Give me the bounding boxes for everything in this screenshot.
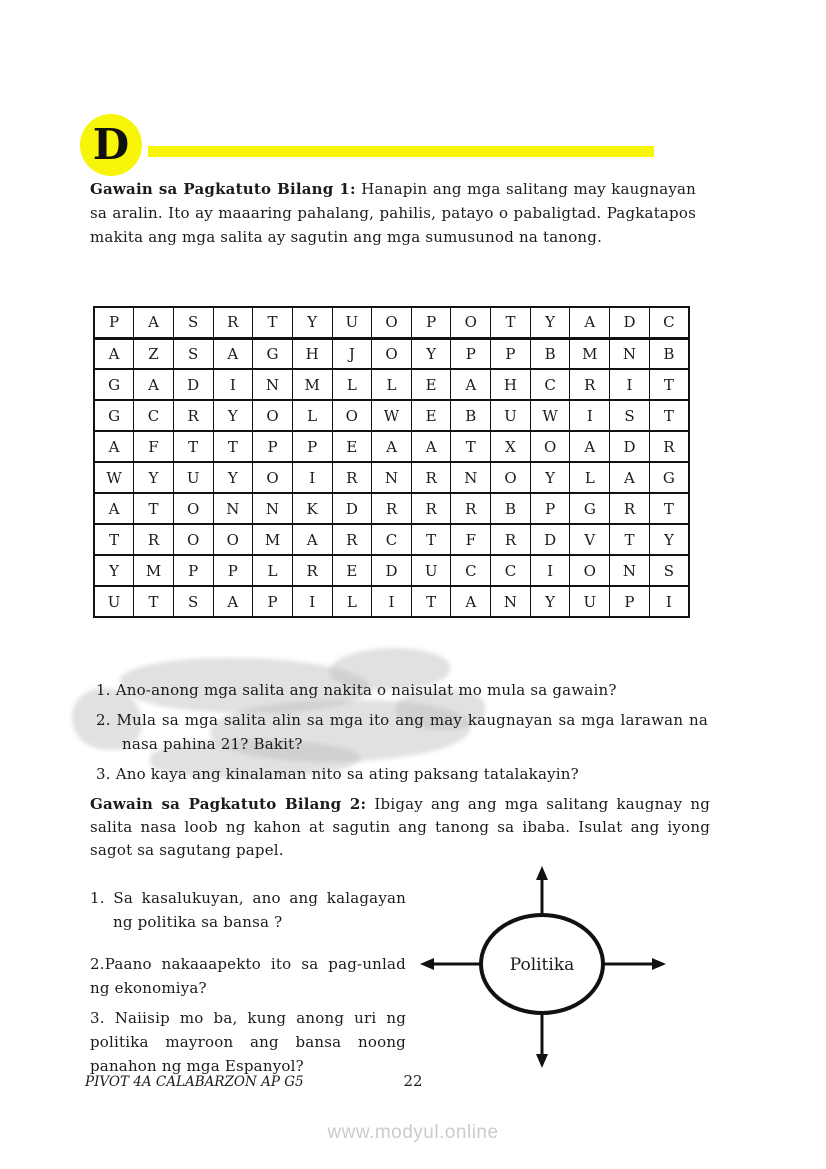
grid-cell: R: [173, 400, 213, 431]
grid-cell: O: [491, 462, 531, 493]
grid-cell: S: [173, 338, 213, 369]
grid-cell: Y: [213, 462, 253, 493]
grid-cell: G: [94, 400, 134, 431]
grid-row: [94, 431, 689, 462]
grid-cell: E: [332, 555, 372, 586]
grid-cell: D: [332, 493, 372, 524]
grid-cell: T: [134, 586, 174, 617]
grid-cell: O: [451, 307, 491, 338]
grid-cell: I: [292, 462, 332, 493]
grid-cell: A: [94, 338, 134, 369]
section-letter-badge: [80, 114, 142, 176]
grid-cell: O: [213, 524, 253, 555]
grid-cell: T: [649, 369, 689, 400]
question-text: Ano-anong mga salita ang nakita o naisulat mo mula sa gawain?: [115, 681, 617, 699]
grid-cell: R: [292, 555, 332, 586]
grid-cell: P: [94, 307, 134, 338]
question-item: [96, 762, 708, 786]
grid-cell: G: [649, 462, 689, 493]
grid-cell: O: [332, 400, 372, 431]
grid-cell: P: [173, 555, 213, 586]
grid-cell: P: [530, 493, 570, 524]
grid-cell: T: [173, 431, 213, 462]
grid-cell: L: [253, 555, 293, 586]
grid-cell: L: [372, 369, 412, 400]
grid-cell: D: [610, 431, 650, 462]
grid-cell: N: [372, 462, 412, 493]
arrow-left-icon: [420, 958, 481, 970]
grid-cell: I: [213, 369, 253, 400]
grid-cell: A: [134, 307, 174, 338]
grid-cell: Y: [530, 462, 570, 493]
grid-cell: E: [411, 369, 451, 400]
grid-cell: T: [134, 493, 174, 524]
grid-cell: O: [173, 493, 213, 524]
grid-cell: T: [94, 524, 134, 555]
grid-cell: H: [292, 338, 332, 369]
question-number: 1.: [90, 889, 105, 907]
grid-cell: P: [451, 338, 491, 369]
grid-row: [94, 524, 689, 555]
question-item: [96, 708, 708, 756]
grid-cell: B: [451, 400, 491, 431]
arrow-down-icon: [536, 1013, 548, 1068]
grid-cell: W: [530, 400, 570, 431]
grid-cell: U: [332, 307, 372, 338]
politika-diagram: [410, 862, 680, 1074]
grid-cell: A: [134, 369, 174, 400]
grid-cell: U: [173, 462, 213, 493]
grid-cell: L: [332, 369, 372, 400]
grid-cell: P: [491, 338, 531, 369]
grid-cell: P: [292, 431, 332, 462]
politika-label: Politika: [509, 955, 575, 975]
yellow-rule: [148, 146, 654, 157]
activity1-questions: [96, 678, 708, 792]
grid-cell: S: [610, 400, 650, 431]
grid-row: [94, 307, 689, 338]
grid-cell: R: [332, 524, 372, 555]
grid-cell: C: [451, 555, 491, 586]
grid-cell: T: [411, 586, 451, 617]
grid-cell: Y: [134, 462, 174, 493]
grid-cell: N: [451, 462, 491, 493]
grid-cell: R: [649, 431, 689, 462]
grid-cell: R: [570, 369, 610, 400]
grid-cell: A: [213, 338, 253, 369]
grid-row: [94, 462, 689, 493]
grid-cell: C: [372, 524, 412, 555]
grid-cell: I: [649, 586, 689, 617]
grid-cell: D: [530, 524, 570, 555]
activity1-title: Gawain sa Pagkatuto Bilang 1:: [90, 180, 356, 198]
grid-cell: A: [451, 586, 491, 617]
grid-cell: Y: [292, 307, 332, 338]
word-search-grid: [93, 306, 690, 618]
grid-cell: D: [173, 369, 213, 400]
grid-cell: G: [570, 493, 610, 524]
grid-cell: P: [610, 586, 650, 617]
grid-cell: T: [411, 524, 451, 555]
grid-cell: B: [491, 493, 531, 524]
word-search-grid-body: [94, 307, 689, 617]
grid-cell: A: [372, 431, 412, 462]
grid-cell: M: [570, 338, 610, 369]
grid-cell: N: [213, 493, 253, 524]
question-item: [96, 678, 708, 702]
grid-cell: K: [292, 493, 332, 524]
grid-cell: N: [491, 586, 531, 617]
grid-cell: M: [292, 369, 332, 400]
grid-cell: A: [213, 586, 253, 617]
grid-cell: O: [570, 555, 610, 586]
grid-cell: B: [649, 338, 689, 369]
grid-cell: Y: [530, 307, 570, 338]
grid-cell: C: [649, 307, 689, 338]
question-item: [90, 886, 406, 934]
grid-cell: Y: [411, 338, 451, 369]
grid-row: [94, 369, 689, 400]
grid-cell: Y: [213, 400, 253, 431]
grid-cell: I: [530, 555, 570, 586]
grid-cell: Y: [94, 555, 134, 586]
grid-cell: J: [332, 338, 372, 369]
question-text: Naiisip mo ba, kung anong uri ng politika mayroon ang bansa noong panahon ng mga Espanyol?: [90, 1009, 407, 1075]
grid-cell: T: [451, 431, 491, 462]
grid-cell: A: [570, 431, 610, 462]
grid-cell: T: [649, 400, 689, 431]
question-number: 3.: [90, 1009, 105, 1027]
grid-cell: O: [530, 431, 570, 462]
question-text: Mula sa mga salita alin sa mga ito ang may kaugnayan sa mga larawan na nasa pahina 21? Bakit?: [116, 711, 708, 753]
grid-cell: R: [134, 524, 174, 555]
grid-cell: I: [292, 586, 332, 617]
grid-row: [94, 555, 689, 586]
site-watermark: www.modyul.online: [327, 1122, 499, 1143]
grid-cell: R: [332, 462, 372, 493]
grid-cell: P: [253, 431, 293, 462]
grid-cell: N: [253, 369, 293, 400]
grid-cell: O: [372, 307, 412, 338]
grid-cell: P: [253, 586, 293, 617]
question-number: 2.: [90, 955, 105, 973]
grid-row: [94, 400, 689, 431]
grid-cell: L: [570, 462, 610, 493]
grid-cell: P: [411, 307, 451, 338]
grid-cell: R: [372, 493, 412, 524]
question-text: Ano kaya ang kinalaman nito sa ating paksang tatalakayin?: [115, 765, 579, 783]
grid-cell: A: [610, 462, 650, 493]
grid-cell: U: [491, 400, 531, 431]
question-number: 1.: [96, 681, 111, 699]
activity2-title: Gawain sa Pagkatuto Bilang 2:: [90, 795, 367, 813]
section-letter: D: [92, 119, 130, 169]
grid-cell: Y: [649, 524, 689, 555]
footer-document-code: PIVOT 4A CALABARZON AP G5: [85, 1074, 304, 1090]
grid-cell: E: [332, 431, 372, 462]
grid-cell: W: [372, 400, 412, 431]
activity2-questions: [90, 886, 406, 1096]
question-text: Paano nakaaapekto ito sa pag-unlad ng ekonomiya?: [90, 955, 406, 997]
grid-row: [94, 493, 689, 524]
grid-cell: A: [292, 524, 332, 555]
question-item: [90, 1006, 406, 1078]
grid-cell: R: [610, 493, 650, 524]
grid-cell: M: [253, 524, 293, 555]
grid-cell: C: [134, 400, 174, 431]
grid-cell: F: [134, 431, 174, 462]
grid-cell: I: [372, 586, 412, 617]
grid-cell: I: [610, 369, 650, 400]
grid-cell: G: [253, 338, 293, 369]
grid-cell: I: [570, 400, 610, 431]
grid-cell: S: [173, 586, 213, 617]
grid-cell: R: [411, 493, 451, 524]
grid-cell: X: [491, 431, 531, 462]
grid-cell: H: [491, 369, 531, 400]
grid-cell: O: [253, 400, 293, 431]
grid-cell: T: [213, 431, 253, 462]
grid-cell: T: [610, 524, 650, 555]
grid-cell: V: [570, 524, 610, 555]
grid-cell: M: [134, 555, 174, 586]
grid-cell: E: [411, 400, 451, 431]
question-text: Sa kasalukuyan, ano ang kalagayan ng politika sa bansa ?: [113, 889, 407, 931]
grid-row: [94, 338, 689, 369]
grid-cell: R: [213, 307, 253, 338]
grid-cell: T: [491, 307, 531, 338]
arrow-up-icon: [536, 866, 548, 915]
grid-cell: O: [372, 338, 412, 369]
activity2-instructions: Ibigay ang ang mga salitang kaugnay ng salita nasa loob ng kahon at sagutin ang tanong sa ibaba. Isulat ang iyong sagot sa sagutang papel.: [90, 795, 711, 859]
grid-cell: Y: [530, 586, 570, 617]
grid-cell: B: [530, 338, 570, 369]
question-item: [90, 952, 406, 1000]
grid-cell: R: [451, 493, 491, 524]
grid-cell: N: [610, 338, 650, 369]
grid-cell: O: [173, 524, 213, 555]
grid-cell: C: [530, 369, 570, 400]
question-number: 2.: [96, 711, 111, 729]
grid-cell: U: [570, 586, 610, 617]
grid-cell: N: [253, 493, 293, 524]
grid-cell: D: [610, 307, 650, 338]
activity2-paragraph: [90, 793, 710, 862]
grid-cell: P: [213, 555, 253, 586]
grid-cell: L: [332, 586, 372, 617]
grid-cell: T: [253, 307, 293, 338]
grid-cell: C: [491, 555, 531, 586]
grid-row: [94, 586, 689, 617]
grid-cell: S: [649, 555, 689, 586]
activity1-paragraph: [90, 177, 696, 249]
grid-cell: Z: [134, 338, 174, 369]
grid-cell: S: [173, 307, 213, 338]
grid-cell: L: [292, 400, 332, 431]
grid-cell: A: [411, 431, 451, 462]
grid-cell: U: [94, 586, 134, 617]
page-number: 22: [403, 1072, 423, 1090]
grid-cell: D: [372, 555, 412, 586]
grid-cell: N: [610, 555, 650, 586]
activity1-instructions: Hanapin ang mga salitang may kaugnayan sa aralin. Ito ay maaaring pahalang, pahilis, patayo o pabaligtad. Pagkatapos makita ang mga salita ay sagutin ang mga sumusunod na tanong.: [90, 180, 697, 246]
grid-cell: W: [94, 462, 134, 493]
grid-cell: A: [451, 369, 491, 400]
grid-cell: G: [94, 369, 134, 400]
grid-cell: T: [649, 493, 689, 524]
grid-cell: U: [411, 555, 451, 586]
grid-cell: O: [253, 462, 293, 493]
grid-cell: F: [451, 524, 491, 555]
grid-cell: R: [411, 462, 451, 493]
grid-cell: R: [491, 524, 531, 555]
question-number: 3.: [96, 765, 111, 783]
arrow-right-icon: [603, 958, 666, 970]
grid-cell: A: [94, 431, 134, 462]
grid-cell: A: [94, 493, 134, 524]
grid-cell: A: [570, 307, 610, 338]
